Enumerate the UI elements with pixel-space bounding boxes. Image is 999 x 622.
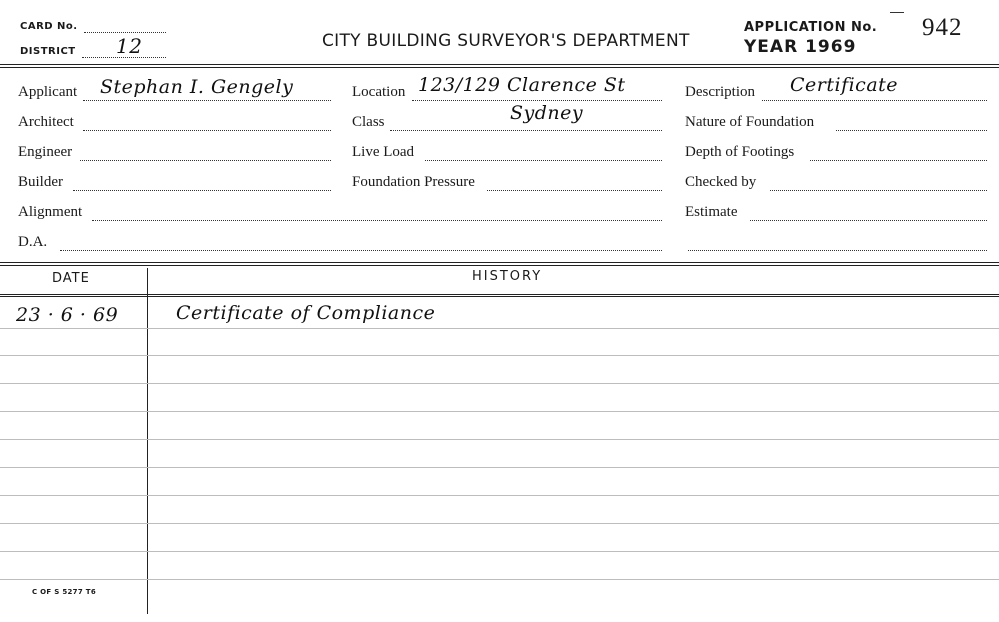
location-value-line2: Sydney [510, 102, 584, 124]
history-top-border-2 [0, 265, 999, 266]
card-no-field [84, 32, 166, 33]
history-rule [0, 523, 999, 524]
depth-of-footings-field [810, 160, 987, 161]
class-field [390, 130, 662, 131]
engineer-field [80, 160, 331, 161]
department-title: CITY BUILDING SURVEYOR'S DEPARTMENT [322, 31, 690, 51]
depth-of-footings-label: Depth of Footings [685, 144, 795, 160]
estimate-field-2 [688, 250, 987, 251]
form-code: C OF S 5277 T6 [32, 588, 96, 596]
alignment-field [92, 220, 662, 221]
district-label: DISTRICT [20, 46, 76, 57]
location-label: Location [352, 84, 406, 100]
application-number: 942 [922, 14, 963, 41]
builder-field [73, 190, 331, 191]
history-column-header: HISTORY [472, 269, 543, 284]
year-label: YEAR 1969 [744, 37, 857, 57]
applicant-label: Applicant [18, 84, 78, 100]
district-value: 12 [116, 34, 143, 58]
estimate-field [750, 220, 987, 221]
architect-label: Architect [18, 114, 74, 130]
history-rule [0, 328, 999, 329]
date-column-divider [147, 268, 148, 614]
applicant-field [83, 100, 331, 101]
applicant-value: Stephan I. Gengely [100, 76, 294, 98]
history-header-border-2 [0, 296, 999, 297]
foundation-pressure-field [487, 190, 662, 191]
header-divider-2 [0, 67, 999, 68]
history-rule [0, 495, 999, 496]
live-load-field [425, 160, 662, 161]
architect-field [83, 130, 331, 131]
history-entry-date: 23 · 6 · 69 [16, 304, 119, 326]
description-value: Certificate [790, 74, 899, 96]
nature-of-foundation-label: Nature of Foundation [685, 114, 815, 130]
engineer-label: Engineer [18, 144, 73, 160]
history-top-border [0, 262, 999, 263]
alignment-label: Alignment [18, 204, 83, 220]
location-value: 123/129 Clarence St [418, 74, 626, 96]
description-label: Description [685, 84, 755, 100]
history-entry-text: Certificate of Compliance [176, 302, 436, 324]
application-label: APPLICATION No. [744, 20, 878, 35]
checked-by-field [770, 190, 987, 191]
history-rule [0, 355, 999, 356]
header-divider [0, 64, 999, 65]
da-label: D.A. [18, 234, 48, 250]
description-field [762, 100, 987, 101]
card-no-label: CARD No. [20, 21, 78, 32]
history-header-border [0, 294, 999, 295]
live-load-label: Live Load [352, 144, 415, 160]
history-rule [0, 439, 999, 440]
builder-label: Builder [18, 174, 63, 190]
foundation-pressure-label: Foundation Pressure [352, 174, 475, 190]
history-rule [0, 551, 999, 552]
history-rule [0, 467, 999, 468]
class-label: Class [352, 114, 385, 130]
location-field [412, 100, 662, 101]
da-field [60, 250, 662, 251]
history-rule [0, 411, 999, 412]
application-number-mark [890, 12, 904, 13]
history-rule [0, 579, 999, 580]
history-rule [0, 383, 999, 384]
nature-of-foundation-field [836, 130, 987, 131]
estimate-label: Estimate [685, 204, 738, 220]
checked-by-label: Checked by [685, 174, 757, 190]
date-column-header: DATE [52, 271, 90, 286]
